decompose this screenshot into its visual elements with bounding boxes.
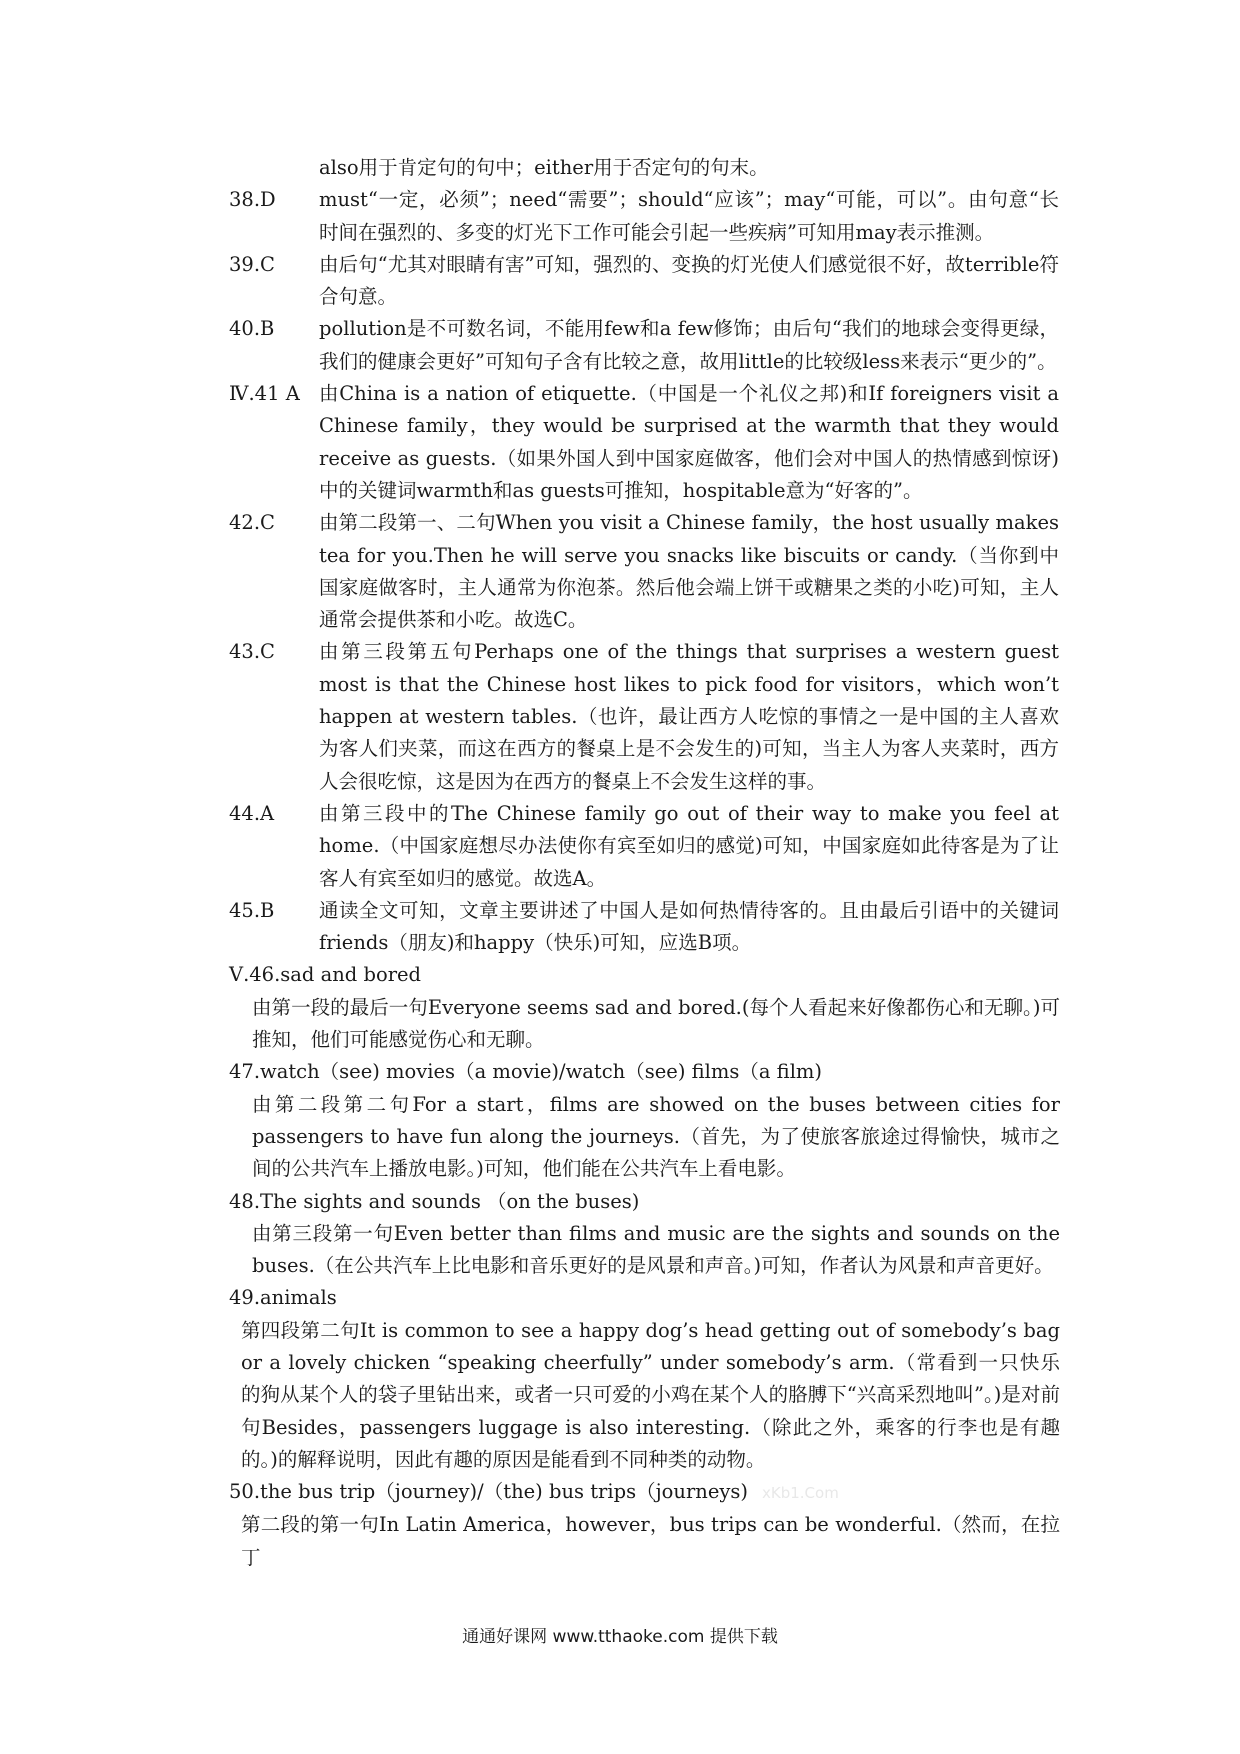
answer-50-explanation: 第二段的第一句In Latin America，however，bus trips can be wonderful.（然而，在拉丁: [241, 1513, 1060, 1569]
page-footer: 通通好课网 www.tthaoke.com 提供下载: [462, 1627, 778, 1647]
answer-explanation: 由China is a nation of etiquette.（中国是一个礼仪之邦)和If foreigners visit a Chinese family，they would be surprised at the warmth that they would receive as guests.（如果外国人到中国家庭做客，他们会对中国人的热情感到惊讶)中的关键词warmth和as guests可推知，hospitable意为“好客的”。: [319, 382, 1059, 502]
answer-explanation: 由第三段第五句Perhaps one of the things that surprises a western guest most is that the Chinese host likes to pick food for visitors，which won’t happen at western tables.（也许，最让西方人吃惊的事情之一是中国的主人喜欢为客人们夹菜，而这在西方的餐桌上是不会发生的)可知，当主人为客人夹菜时，西方人会很吃惊，这是因为在西方的餐桌上不会发生这样的事。: [319, 640, 1059, 793]
answer-48-explanation: 由第三段第一句Even better than films and music are the sights and sounds on the buses.（在公共汽车上比电影和音乐更好的是风景和声音。)可知，作者认为风景和声音更好。: [252, 1221, 1060, 1278]
answer-explanation: 由后句“尤其对眼睛有害”可知，强烈的、变换的灯光使人们感觉很不好，故terrible符合句意。: [319, 252, 1059, 309]
answer-48-head: 48.The sights and sounds （on the buses): [229, 1189, 640, 1213]
answer-47-explanation: 由第二段第二句For a start，films are showed on the buses between cities for passengers to have fun along the journeys.（首先，为了使旅客旅途过得愉快，城市之间的公共汽车上播放电影。)可知，他们能在公共汽车上看电影。: [252, 1092, 1060, 1181]
answer-50-title: 50.the bus trip（journey)/（the) bus trips（journeys): [229, 1480, 748, 1504]
answer-43: [0, 636, 1240, 797]
answer-45: [0, 895, 1240, 960]
answer-49-explanation: 第四段第二句It is common to see a happy dog’s head getting out of somebody’s bag or a lovely chicken “speaking cheerfully” under somebody’s arm.（常看到一只快乐的狗从某个人的袋子里钻出来，或者一只可爱的小鸡在某个人的胳膊下“兴高采烈地叫”。)是对前句Besides，passengers luggage is also interesting.（除此之外，乘客的行李也是有趣的。)的解释说明，因此有趣的原因是能看到不同种类的动物。: [241, 1318, 1060, 1471]
answer-number: 45.B: [229, 898, 275, 922]
continuation-37: also用于肯定句的句中；either用于否定句的句末。: [319, 156, 769, 179]
answer-number: 39.C: [229, 252, 275, 276]
answer-40: [0, 313, 1240, 378]
answer-44: [0, 798, 1240, 895]
answer-46-explanation: 由第一段的最后一句Everyone seems sad and bored.(每个人看起来好像都伤心和无聊。)可推知，他们可能感觉伤心和无聊。: [252, 995, 1060, 1052]
answer-38: [0, 184, 1240, 249]
answer-41: [0, 378, 1240, 507]
answer-number: Ⅳ.41 A: [229, 382, 300, 406]
answer-number: 43.C: [229, 640, 275, 664]
answer-explanation: 通读全文可知，文章主要讲述了中国人是如何热情待客的。且由最后引语中的关键词friends（朋友)和happy（快乐)可知，应选B项。: [319, 898, 1059, 955]
answer-number: 44.A: [229, 801, 275, 825]
answer-46-head: Ⅴ.46.sad and bored: [229, 963, 422, 987]
answer-explanation: 由第三段中的The Chinese family go out of their way to make you feel at home.（中国家庭想尽办法使你有宾至如归的感觉)可知，中国家庭如此待客是为了让客人有宾至如归的感觉。故选A。: [319, 801, 1059, 890]
answer-explanations: [0, 152, 1240, 1574]
answer-number: 40.B: [229, 317, 275, 341]
answer-42: [0, 507, 1240, 636]
answer-number: 42.C: [229, 511, 275, 535]
answer-39: [0, 249, 1240, 314]
answer-47-head: 47.watch（see) movies（a movie)/watch（see) films（a film): [229, 1060, 823, 1084]
answer-explanation: must“一定，必须”；need“需要”；should“应该”；may“可能，可以”。由句意“长时间在强烈的、多变的灯光下工作可能会引起一些疾病”可知用may表示推测。: [319, 188, 1059, 244]
answer-explanation: 由第二段第一、二句When you visit a Chinese family，the host usually makes tea for you.Then he will serve you snacks like biscuits or candy.（当你到中国家庭做客时，主人通常为你泡茶。然后他会端上饼干或糖果之类的小吃)可知，主人通常会提供茶和小吃。故选C。: [319, 511, 1059, 632]
answer-50-head: [229, 1476, 1240, 1509]
answer-number: 38.D: [229, 188, 276, 212]
answer-49-head: 49.animals: [229, 1286, 337, 1310]
watermark: xKb1.Com: [762, 1484, 839, 1503]
answer-explanation: pollution是不可数名词，不能用few和a few修饰；由后句“我们的地球会变得更绿，我们的健康会更好”可知句子含有比较之意，故用little的比较级less来表示“更少的”。: [319, 317, 1059, 373]
